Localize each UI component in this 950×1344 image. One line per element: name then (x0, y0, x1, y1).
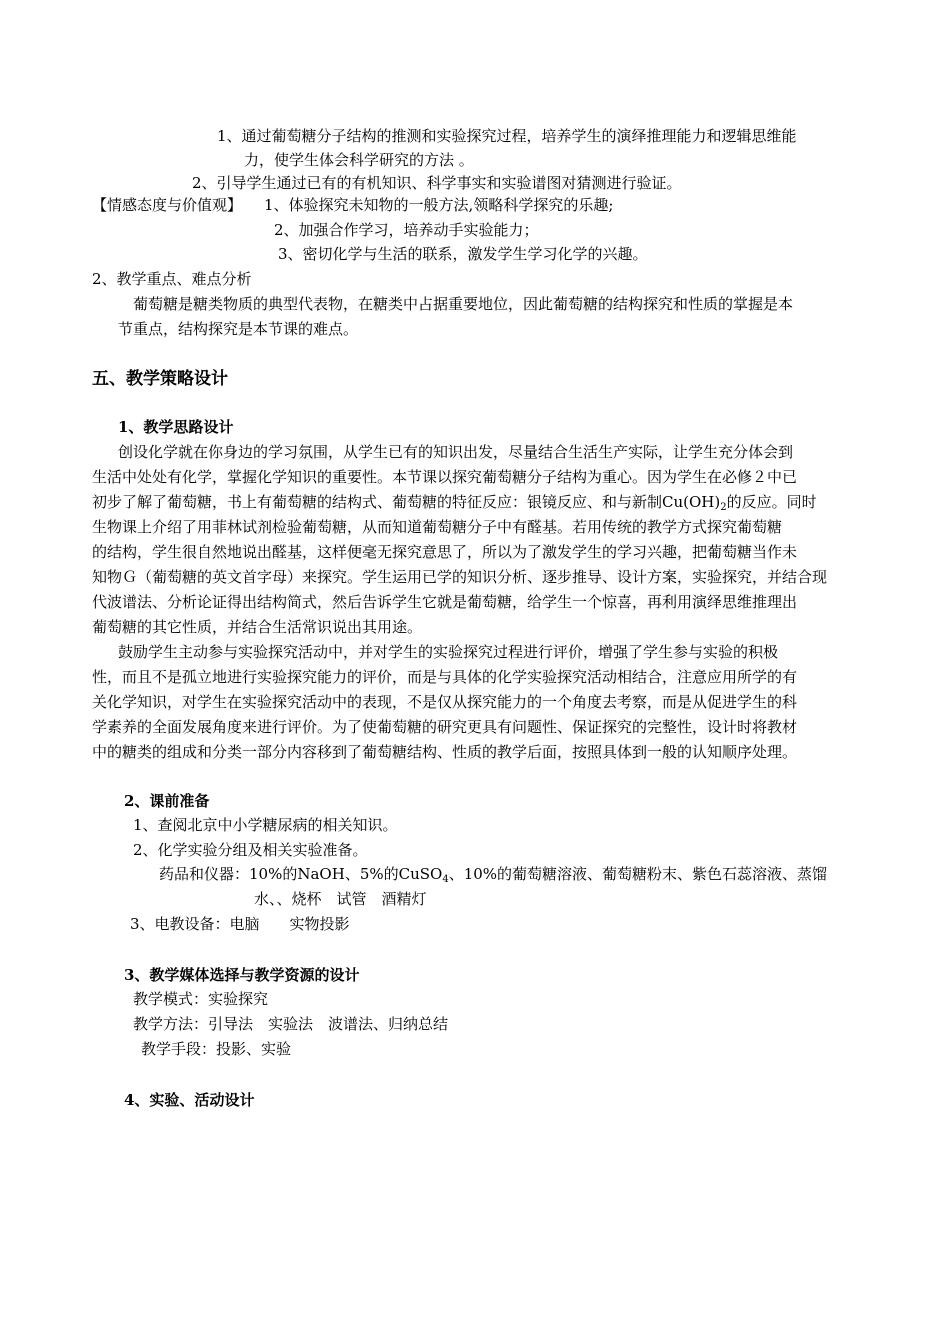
skills-item-2: 2、引导学生通过已有的有机知识、科学事实和实验谱图对猜测进行验证。 (192, 174, 682, 192)
para1-line-7: 代波谱法、分析论证得出结构简式，然后告诉学生它就是葡萄糖，给学生一个惊喜，再利用演绎思维推理出 (92, 593, 798, 611)
para1-line-1: 创设化学就在你身边的学习氛围，从学生已有的知识出发，尽量结合生活生产实际，让学生充分体会到 (118, 443, 794, 461)
skills-item-1: 1、通过葡萄糖分子结构的推测和实验探究过程，培养学生的演绎推理能力和逻辑思维能 (217, 127, 797, 145)
para2-line-3: 关化学知识，对学生在实验探究活动中的表现，不是仅从探究能力的一个角度去考察，而是从促进学生的科 (92, 693, 798, 711)
para1-line-4: 生物课上介绍了用菲林试剂检验葡萄糖，从而知道葡萄糖分子中有醛基。若用传统的教学方式探究葡萄糖 (92, 518, 783, 536)
para1-line-3 (92, 491, 817, 513)
para1-line-5: 的结构，学生很自然地说出醛基，这样便毫无探究意思了，所以为了激发学生的学习兴趣，把葡萄糖当作未 (92, 543, 798, 561)
para1-line-6: 知物Ｇ（葡萄糖的英文首字母）来探究。学生运用已学的知识分析、逐步推导、设计方案，实验探究，并结合现 (92, 568, 828, 586)
reagents-line-2: 水、、烧杯 试管 酒精灯 (254, 890, 427, 908)
subsection-2-title: 2、课前准备 (124, 792, 210, 810)
cuoh-formula: $Cu(OH)_2$ (662, 493, 727, 513)
key-points-line-1: 葡萄糖是糖类物质的典型代表物，在糖类中占据重要地位，因此葡萄糖的结构探究和性质的掌握是本 (133, 295, 794, 313)
para2-line-1: 鼓励学生主动参与实验探究活动中，并对学生的实验探究过程进行评价，增强了学生参与实验的积极 (118, 643, 779, 661)
teaching-method: 教学方法：引导法 实验法 波谱法、归纳总结 (133, 1015, 449, 1033)
para2-line-5: 中的糖类的组成和分类一部分内容移到了葡萄糖结构、性质的教学后面，按照具体到一般的认知顺序处理。 (92, 743, 798, 761)
subsection-4-title: 4、实验、活动设计 (124, 1091, 255, 1109)
emotion-item-3: 3、密切化学与生活的联系，激发学生学习化学的兴趣。 (278, 245, 648, 263)
skills-item-1-cont: 力，使学生体会科学研究的方法 。 (244, 151, 474, 169)
naoh-formula: NaOH (297, 865, 345, 883)
prep-item-2: 2、化学实验分组及相关实验准备。 (133, 841, 368, 859)
para2-line-2: 性，而且不是孤立地进行实验探究能力的评价，而是与具体的化学实验探究活动相结合，注意应用所学的有 (92, 668, 798, 686)
emotion-label: 【情感态度与价值观】 (92, 196, 243, 214)
para1-line-3-end: 的反应。同时 (726, 493, 817, 511)
subsection-1-title: 1、教学思路设计 (118, 418, 234, 436)
key-points-line-2: 节重点，结构探究是本节课的难点。 (118, 320, 359, 338)
key-points-title: 2、教学重点、难点分析 (92, 270, 252, 288)
teaching-means: 教学手段：投影、实验 (141, 1040, 292, 1058)
emotion-item-2: 2、加强合作学习，培养动手实验能力； (274, 221, 539, 239)
prep-item-3: 3、电教设备：电脑 实物投影 (130, 915, 350, 933)
subsection-3-title: 3、教学媒体选择与教学资源的设计 (124, 966, 360, 984)
prep-item-1: 1、查阅北京中小学糖尿病的相关知识。 (133, 816, 398, 834)
para2-line-4: 学素养的全面发展角度来进行评价。为了使葡萄糖的研究更具有问题性、保证探究的完整性，设计时将教材 (92, 718, 798, 736)
section-5-title: 五、教学策略设计 (92, 369, 228, 389)
para1-line-2: 生活中处处有化学，掌握化学知识的重要性。本节课以探究葡萄糖分子结构为重心。因为学生在必修２中已 (92, 468, 798, 486)
para1-line-3-text: 初步了解了葡萄糖，书上有葡萄糖的结构式、葡萄糖的特征反应：银镜反应、和与新制 (92, 493, 663, 511)
emotion-item-1: 1、体验探究未知物的一般方法,领略科学探究的乐趣; (264, 196, 614, 214)
teaching-mode: 教学模式：实验探究 (133, 990, 269, 1008)
reagents-line-1: 药品和仪器：10%的NaOH、5%的CuSO$_4$、10%的葡萄糖溶液、葡萄糖粉末、紫色石蕊溶液、蒸馏 (159, 865, 828, 885)
cuso4-formula: CuSO$_4$ (398, 865, 449, 885)
para1-line-8: 葡萄糖的其它性质，并结合生活常识说出其用途。 (92, 618, 423, 636)
